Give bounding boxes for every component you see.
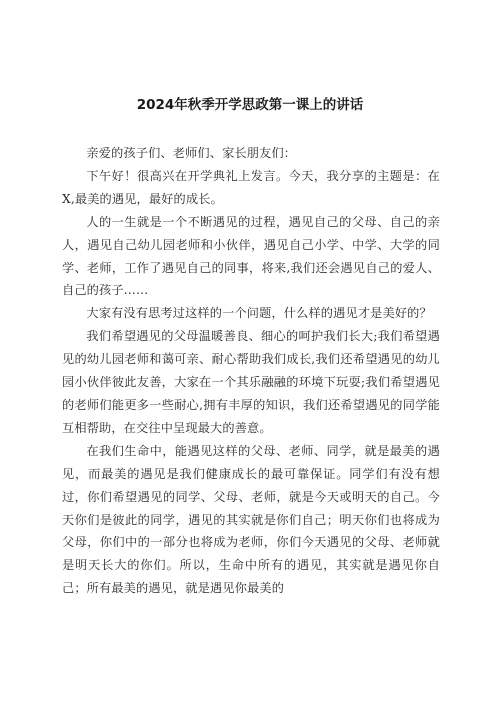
paragraph-greeting: 亲爱的孩子们、老师们、家长朋友们： xyxy=(86,146,297,160)
paragraph-hopes: 我们希望遇见的父母温暖善良、细心的呵护我们长大;我们希望遇见的幼儿园老师和蔼可亲、耐心帮助我们成长,我们还希望遇见的幼儿园小伙伴彼此友善，大家在一个其乐融融的环境下玩耍;我们希望遇见的老师们能更多一些耐心,拥有丰厚的知识，我们还希望遇见的同学能互相帮助，在交往中呈现最大的善意。 xyxy=(62,329,440,435)
paragraph-opening: 下午好！很高兴在开学典礼上发言。今天，我分享的主题是：在X,最美的遇见，最好的成长。 xyxy=(62,168,440,206)
document-title: 2024年秋季开学思政第一课上的讲话 xyxy=(136,97,364,113)
document-body xyxy=(62,142,440,600)
paragraph-question: 大家有没有思考过这样的一个问题，什么样的遇见才是美好的？ xyxy=(86,306,432,321)
paragraph-encounters: 人的一生就是一个不断遇见的过程，遇见自己的父母、自己的亲人，遇见自己幼儿园老师和小伙伴，遇见自己小学、中学、大学的同学、老师，工作了遇见自己的同事，将来,我们还会遇见自己的爱人、自己的孩子…… xyxy=(62,214,440,298)
paragraph-meaning: 在我们生命中，能遇见这样的父母、老师、同学，就是最美的遇见，而最美的遇见是我们健康成长的最可靠保证。同学们有没有想过，你们希望遇见的同学、父母、老师，就是今天或明天的自己。今天你们是彼此的同学，遇见的其实就是你们自己；明天你们也将成为父母，你们中的一部分也将成为老师，你们今天遇见的父母、老师就是明天长大的你们。所以，生命中所有的遇见，其实就是遇见你自己；所有最美的遇见，就是遇见你最美的 xyxy=(62,443,440,596)
